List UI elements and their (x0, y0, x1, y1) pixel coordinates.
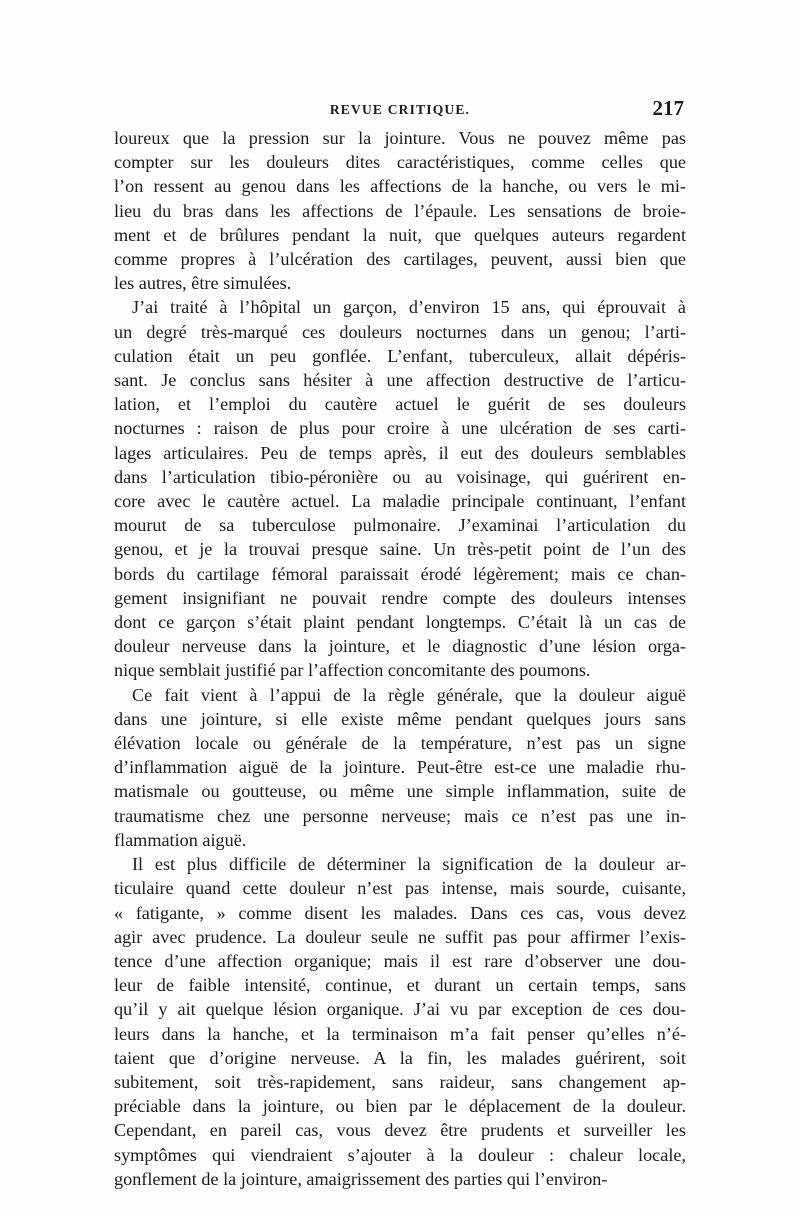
paragraph (114, 295, 686, 682)
text-line: qu’il y ait quelque lésion organique. J’ai vu par exception de ces dou- (114, 999, 686, 1020)
text-line: ment et de brûlures pendant la nuit, que quelques auteurs regardent (114, 224, 686, 245)
paragraph (114, 126, 686, 295)
text-line: matismale ou goutteuse, ou même une simple inflammation, suite de (114, 781, 686, 802)
text-line: genou, et je la trouvai presque saine. Un très-petit point de l’un des (114, 539, 686, 560)
text-line: culation était un peu gonflée. L’enfant, tuberculeux, allait dépéris- (114, 345, 686, 366)
text-line: lation, et l’emploi du cautère actuel le guérit de ses douleurs (114, 394, 686, 415)
text-line: élévation locale ou générale de la température, n’est pas un signe (114, 733, 686, 754)
running-title: REVUE CRITIQUE. (329, 102, 471, 117)
text-line: « fatigante, » comme disent les malades. Dans ces cas, vous devez (114, 902, 686, 923)
text-line: Il est plus difficile de déterminer la signification de la douleur ar- (132, 854, 686, 875)
text-line: symptômes qui viendraient s’ajouter à la douleur : chaleur locale, (114, 1144, 686, 1165)
text-line: mourut de sa tuberculose pulmonaire. J’examinai l’articulation du (114, 515, 686, 536)
text-line: tence d’une affection organique; mais il est rare d’observer une dou- (114, 950, 686, 971)
text-line: J’ai traité à l’hôpital un garçon, d’environ 15 ans, qui éprouvait à (132, 297, 686, 318)
text-line: les autres, être simulées. (114, 273, 292, 294)
text-line: agir avec prudence. La douleur seule ne suffit pas pour affirmer l’exis- (114, 926, 686, 947)
text-line: lages articulaires. Peu de temps après, il eut des douleurs semblables (114, 442, 686, 463)
text-line: sant. Je conclus sans hésiter à une affection destructive de l’articu- (114, 370, 686, 391)
text-line: un degré très-marqué ces douleurs nocturnes dans un genou; l’arti- (114, 321, 686, 342)
paragraph (114, 683, 686, 852)
text-line: nique semblait justifié par l’affection concomitante des poumons. (114, 660, 591, 681)
page-number: 217 (652, 96, 684, 120)
text-line: Cependant, en pareil cas, vous devez être prudents et surveiller les (114, 1120, 686, 1141)
text-line: dont ce garçon s’était plaint pendant longtemps. C’était là un cas de (114, 612, 686, 633)
text-line: lieu du bras dans les affections de l’épaule. Les sensations de broie- (114, 200, 686, 221)
text-line: dans l’articulation tibio-péronière ou au voisinage, qui guérirent en- (114, 466, 686, 487)
text-line: Ce fait vient à l’appui de la règle générale, que la douleur aiguë (132, 684, 686, 705)
text-line: comme propres à l’ulcération des cartilages, peuvent, aussi bien que (114, 249, 686, 270)
text-line: leurs dans la hanche, et la terminaison m’a fait penser qu’elles n’é- (114, 1023, 686, 1044)
text-line: ticulaire quand cette douleur n’est pas intense, mais sourde, cuisante, (114, 878, 686, 899)
text-line: l’on ressent au genou dans les affections de la hanche, ou vers le mi- (114, 176, 686, 197)
body-text (114, 126, 686, 1191)
text-line: compter sur les douleurs dites caractéristiques, comme celles que (114, 152, 686, 173)
text-line: gonflement de la jointure, amaigrissement des parties qui l’environ- (114, 1168, 608, 1189)
text-line: traumatisme chez une personne nerveuse; mais ce n’est pas une in- (114, 805, 686, 826)
paragraph (114, 852, 686, 1191)
text-line: taient que d’origine nerveuse. A la fin, les malades guérirent, soit (114, 1047, 686, 1068)
text-line: dans une jointure, si elle existe même pendant quelques jours sans (114, 708, 686, 729)
text-line: loureux que la pression sur la jointure. Vous ne pouvez même pas (114, 128, 686, 148)
text-line: préciable dans la jointure, ou bien par le déplacement de la douleur. (114, 1096, 686, 1117)
text-line: nocturnes : raison de plus pour croire à une ulcération de ses carti- (114, 418, 686, 439)
text-line: gement insignifiant ne pouvait rendre compte des douleurs intenses (114, 587, 686, 608)
text-line: flammation aiguë. (114, 829, 247, 850)
text-line: douleur nerveuse dans la jointure, et le diagnostic d’une lésion orga- (114, 636, 686, 657)
text-line: subitement, soit très-rapidement, sans raideur, sans changement ap- (114, 1071, 686, 1092)
book-page (114, 96, 686, 1191)
text-line: leur de faible intensité, continue, et durant un certain temps, sans (114, 975, 686, 996)
text-line: core avec le cautère actuel. La maladie principale continuant, l’enfant (114, 491, 686, 512)
page-header (114, 96, 686, 126)
text-line: d’inflammation aiguë de la jointure. Peut-être est-ce une maladie rhu- (114, 757, 686, 778)
text-line: bords du cartilage fémoral paraissait érodé légèrement; mais ce chan- (114, 563, 686, 584)
